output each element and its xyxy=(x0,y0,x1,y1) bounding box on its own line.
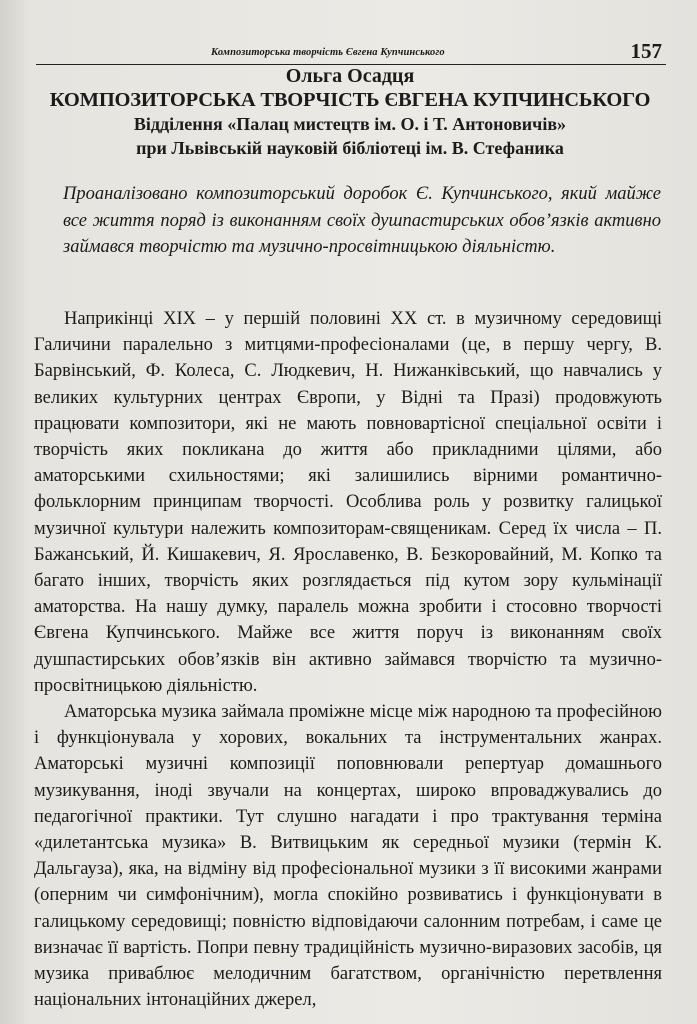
page-number: 157 xyxy=(630,39,662,63)
article-header xyxy=(30,64,670,160)
article-body xyxy=(34,306,662,1013)
body-paragraph-1: Наприкінці XIX – у першій половині XX ст. в музичному середовищі Галичини паралельно з митцями-професіоналами (це, в першу чергу, В. Барвінський, Ф. Колеса, С. Людкевич, Н. Нижанківський, що навчались у великих культурних центрах Європи, у Відні та Празі) продовжують працювати композитори, які не мають повновартісної спеціальної освіти і творчість яких покликана до життя або прикладними цілями, або аматорськими схильностями; які залишились вірними романтично-фольклорним принципам творчості. Особлива роль у розвитку галицької музичної культури належить композиторам-священикам. Серед їх числа – П. Бажанський, Й. Кишакевич, Я. Ярославенко, В. Безкоровайний, М. Копко та багато інших, творчість яких розглядається під кутом зору кульмінації аматорства. На нашу думку, паралель можна зробити і стосовно творчості Євгена Купчинського. Майже все життя поруч із виконанням своїх душпастирських обов’язків він активно займався творчістю та музично-просвітницькою діяльністю. xyxy=(34,309,662,696)
affiliation-line-1: Відділення «Палац мистецтв ім. О. і Т. Антоновичів» xyxy=(133,114,567,134)
running-head-title: Композиторська творчість Євгена Купчинського xyxy=(211,47,445,58)
affiliation-line-2: при Львівській науковій бібліотеці ім. В. Стефаника xyxy=(136,138,564,158)
body-paragraph-2: Аматорська музика займала проміжне місце між народною та професійною і функціонувала у хорових, вокальних та інструментальних жанрах. Аматорські музичні композиції поповнювали репертуар домашнього музикування, іноді звучали на концертах, широко впроваджувались до педагогічної практики. Тут слушно нагадати і про трактування терміна «дилетантська музика» В. Витвицьким як середньої музики (термін К. Дальгауза), яка, на відміну від професіональної музики з її високими жанрами (оперним чи симфонічним), могла спокійно розвиватись і функціонувати в галицькому середовищі; повністю відповідаючи салонним потребам, і саме це визначає її вартість. Попри певну традиційність музично-виразових засобів, ця музика приваблює мелодичним багатством, органічністю перетвлення національних інтонаційних джерел, xyxy=(34,702,662,1011)
article-title: КОМПОЗИТОРСЬКА ТВОРЧІСТЬ ЄВГЕНА КУПЧИНСЬКОГО xyxy=(49,89,651,111)
abstract: Проаналізовано композиторський доробок Є. Купчинського, який майже все життя поряд із виконанням своїх душпастирських обов’язків активно займався творчістю та музично-просвітницькою діяльністю. xyxy=(63,184,661,257)
author-name: Ольга Осадця xyxy=(285,65,415,87)
running-head xyxy=(36,38,666,65)
